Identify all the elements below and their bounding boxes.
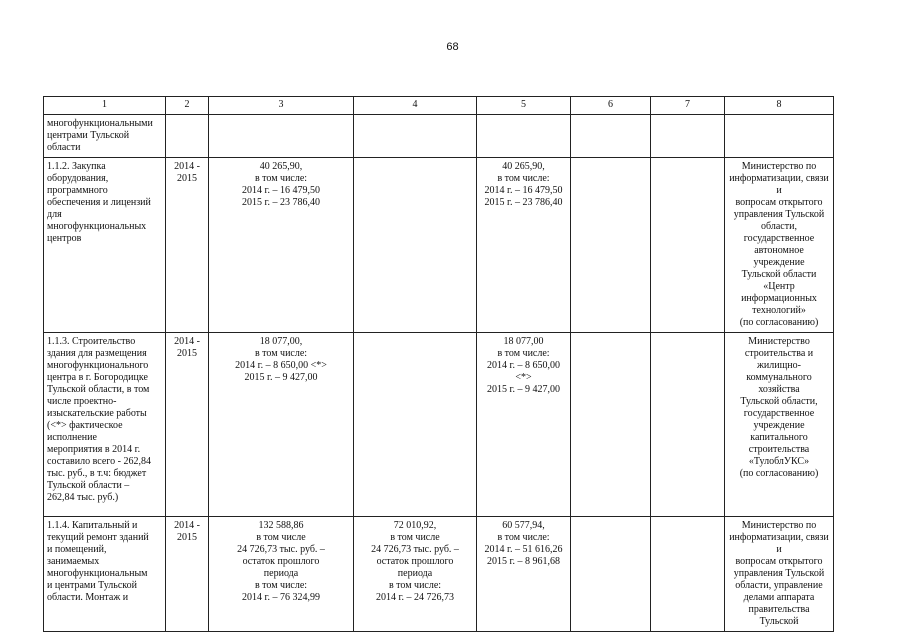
item-description: 1.1.3. Строительство здания для размещения многофункционального центра в г. Богородицке Тульской области, в том числе проектно- изыскательские работы (<*> фактическое исполнение мероприятия в 2014 г. составило всего - 262,84 тыс. руб., в т.ч: бюджет Тульской области – 262,84 тыс. руб.) [44, 333, 166, 517]
responsible-party-cell: Министерство по информатизации, связи и вопросам открытого управления Тульской области, государственное автономное учреждение Тульской области «Центр информационных технологий» (по согласованию) [725, 158, 834, 333]
federal-funding-cell [354, 115, 477, 158]
municipal-funding-cell [571, 333, 651, 517]
column-header: 1 [44, 97, 166, 115]
other-funding-cell [651, 517, 725, 632]
regional-funding-cell: 40 265,90, в том числе: 2014 г. – 16 479,50 2015 г. – 23 786,40 [477, 158, 571, 333]
page-number: 68 [446, 41, 459, 53]
table-row [44, 115, 834, 158]
regional-funding-cell: 60 577,94, в том числе: 2014 г. – 51 616,26 2015 г. – 8 961,68 [477, 517, 571, 632]
program-table [43, 96, 834, 632]
column-header: 8 [725, 97, 834, 115]
total-funding-cell: 40 265,90, в том числе: 2014 г. – 16 479,50 2015 г. – 23 786,40 [209, 158, 354, 333]
municipal-funding-cell [571, 158, 651, 333]
column-header: 7 [651, 97, 725, 115]
table-row [44, 517, 834, 632]
regional-funding-cell [477, 115, 571, 158]
column-header: 4 [354, 97, 477, 115]
other-funding-cell [651, 158, 725, 333]
responsible-party-cell [725, 115, 834, 158]
table-row [44, 333, 834, 517]
responsible-party-cell: Министерство по информатизации, связи и вопросам открытого управления Тульской области, управление делами аппарата правительства Тульской [725, 517, 834, 632]
total-funding-cell: 132 588,86 в том числе 24 726,73 тыс. руб. – остаток прошлого периода в том числе: 2014 г. – 76 324,99 [209, 517, 354, 632]
responsible-party-cell: Министерство строительства и жилищно- коммунального хозяйства Тульской области, государственное учреждение капитального строительства «ТулоблУКС» (по согласованию) [725, 333, 834, 517]
period-cell [166, 115, 209, 158]
total-funding-cell [209, 115, 354, 158]
federal-funding-cell [354, 333, 477, 517]
municipal-funding-cell [571, 517, 651, 632]
federal-funding-cell: 72 010,92, в том числе 24 726,73 тыс. руб. – остаток прошлого периода в том числе: 2014 г. – 24 726,73 [354, 517, 477, 632]
municipal-funding-cell [571, 115, 651, 158]
other-funding-cell [651, 333, 725, 517]
column-header: 5 [477, 97, 571, 115]
table-row [44, 158, 834, 333]
regional-funding-cell: 18 077,00 в том числе: 2014 г. – 8 650,00 <*> 2015 г. – 9 427,00 [477, 333, 571, 517]
period-cell: 2014 - 2015 [166, 517, 209, 632]
item-description: 1.1.2. Закупка оборудования, программного обеспечения и лицензий для многофункциональных центров [44, 158, 166, 333]
other-funding-cell [651, 115, 725, 158]
period-cell: 2014 - 2015 [166, 158, 209, 333]
period-cell: 2014 - 2015 [166, 333, 209, 517]
total-funding-cell: 18 077,00, в том числе: 2014 г. – 8 650,00 <*> 2015 г. – 9 427,00 [209, 333, 354, 517]
column-header: 6 [571, 97, 651, 115]
column-header: 3 [209, 97, 354, 115]
federal-funding-cell [354, 158, 477, 333]
item-description: 1.1.4. Капитальный и текущий ремонт зданий и помещений, занимаемых многофункциональным и центрами Тульской области. Монтаж и [44, 517, 166, 632]
item-description: многофункциональными центрами Тульской области [44, 115, 166, 158]
table-header-row [44, 97, 834, 115]
column-header: 2 [166, 97, 209, 115]
